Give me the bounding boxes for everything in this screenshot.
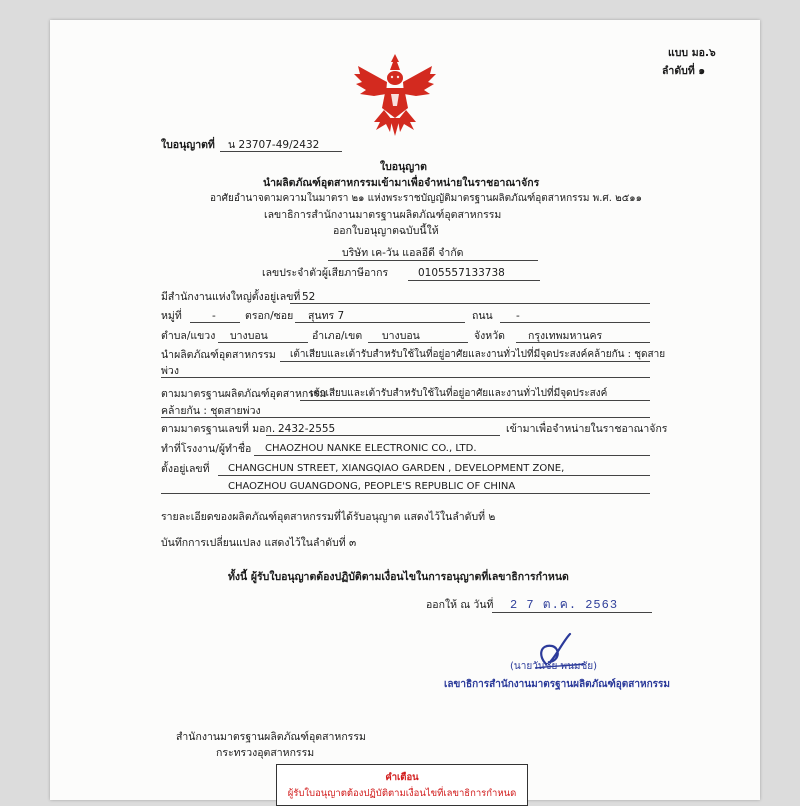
moo-label: หมู่ที่ xyxy=(161,310,182,322)
subdistrict-value: บางบอน xyxy=(230,330,268,342)
moo-underline xyxy=(190,322,240,323)
std-no-underline xyxy=(266,435,500,436)
tax-id-underline xyxy=(408,280,540,281)
district-underline xyxy=(368,342,468,343)
product-value-line1: เต้าเสียบและเต้ารับสำหรับใช้ในที่อยู่อาศัยและงานทั่วไปที่มีจุดประสงค์คล้ายกัน : ชุดสาย xyxy=(290,349,666,360)
issue-line: ออกใบอนุญาตฉบับนี้ให้ xyxy=(333,225,439,237)
product-underline-1 xyxy=(280,361,650,362)
province-label: จังหวัด xyxy=(474,330,505,342)
issued-date-underline xyxy=(492,612,652,613)
document-title: ใบอนุญาต xyxy=(380,161,427,173)
product-label: นำผลิตภัณฑ์อุตสาหกรรม xyxy=(161,349,276,361)
maker-underline xyxy=(254,455,650,456)
subdistrict-underline xyxy=(218,342,308,343)
soi-value: สุนทร 7 xyxy=(308,310,345,322)
location-line2: CHAOZHOU GUANGDONG, PEOPLE'S REPUBLIC OF CHINA xyxy=(228,481,516,492)
sequence-number: ลำดับที่ ๑ xyxy=(662,65,706,77)
standard-label: ตามมาตรฐานผลิตภัณฑ์อุตสาหกรรม xyxy=(161,388,327,400)
import-suffix: เข้ามาเพื่อจำหน่ายในราชอาณาจักร xyxy=(506,423,668,435)
license-document xyxy=(50,20,760,800)
signer-name: (นายวันชัย พนมชัย) xyxy=(510,661,598,672)
office-underline xyxy=(290,303,650,304)
license-no-value: น 23707-49/2432 xyxy=(228,139,320,151)
changes-line: บันทึกการเปลี่ยนแปลง แสดงไว้ในลำดับที่ ๓ xyxy=(161,537,357,549)
road-value: - xyxy=(516,310,520,322)
product-underline-2 xyxy=(161,377,650,378)
location-line1: CHANGCHUN STREET, XIANGQIAO GARDEN , DEVELOPMENT ZONE, xyxy=(228,463,565,474)
location-label: ตั้งอยู่เลขที่ xyxy=(161,463,210,475)
ministry-name: กระทรวงอุตสาหกรรม xyxy=(216,747,315,759)
garuda-emblem-icon xyxy=(350,48,440,140)
standard-underline-1 xyxy=(300,400,650,401)
province-underline xyxy=(516,342,650,343)
issued-label: ออกให้ ณ วันที่ xyxy=(426,599,494,611)
subdistrict-label: ตำบล/แขวง xyxy=(161,330,216,342)
standard-value-line1: เต้าเสียบและเต้ารับสำหรับใช้ในที่อยู่อาศัยและงานทั่วไปที่มีจุดประสงค์ xyxy=(310,388,608,399)
details-line: รายละเอียดของผลิตภัณฑ์อุตสาหกรรมที่ได้รับอนุญาต แสดงไว้ในลำดับที่ ๒ xyxy=(161,511,496,523)
std-no-value: 2432-2555 xyxy=(278,423,336,435)
document-subtitle: นำผลิตภัณฑ์อุตสาหกรรมเข้ามาเพื่อจำหน่ายในราชอาณาจักร xyxy=(263,177,540,189)
road-underline xyxy=(500,322,650,323)
form-code: แบบ มอ.๖ xyxy=(668,47,716,59)
moo-value: - xyxy=(212,310,216,322)
warning-text: ผู้รับใบอนุญาตต้องปฏิบัติตามเงื่อนไขที่เลขาธิการกำหนด xyxy=(287,788,517,799)
location-underline-2 xyxy=(161,493,650,494)
maker-label: ทำที่โรงงาน/ผู้ทำชื่อ xyxy=(161,443,252,455)
license-no-label: ใบอนุญาตที่ xyxy=(161,139,215,151)
signer-position: เลขาธิการสำนักงานมาตรฐานผลิตภัณฑ์อุตสาหกรรม xyxy=(444,679,670,690)
tax-id-value: 0105557133738 xyxy=(418,267,505,279)
maker-value: CHAOZHOU NANKE ELECTRONIC CO., LTD. xyxy=(265,443,477,454)
tax-id-label: เลขประจำตัวผู้เสียภาษีอากร xyxy=(262,267,389,279)
company-name: บริษัท เค-วัน แอลอีดี จำกัด xyxy=(342,247,464,259)
standard-value-line2: คล้ายกัน : ชุดสายพ่วง xyxy=(161,405,261,417)
issued-date: 2 7 ต.ค. 2563 xyxy=(510,598,619,612)
warning-title: คำเตือน xyxy=(385,772,419,783)
district-value: บางบอน xyxy=(382,330,420,342)
office-value: 52 xyxy=(302,291,316,303)
condition-line: ทั้งนี้ ผู้รับใบอนุญาตต้องปฏิบัติตามเงื่อนไขในการอนุญาตที่เลขาธิการกำหนด xyxy=(228,571,569,583)
issuer-line: เลขาธิการสำนักงานมาตรฐานผลิตภัณฑ์อุตสาหกรรม xyxy=(264,209,502,221)
agency-name: สำนักงานมาตรฐานผลิตภัณฑ์อุตสาหกรรม xyxy=(176,731,366,743)
road-label: ถนน xyxy=(472,310,493,322)
office-label: มีสำนักงานแห่งใหญ่ตั้งอยู่เลขที่ xyxy=(161,291,301,303)
standard-underline-2 xyxy=(161,417,650,418)
province-value: กรุงเทพมหานคร xyxy=(528,330,603,342)
soi-label: ตรอก/ซอย xyxy=(245,310,294,322)
product-value-line2: พ่วง xyxy=(161,365,179,377)
license-no-underline xyxy=(220,151,342,152)
authority-line: อาศัยอำนาจตามความในมาตรา ๒๑ แห่งพระราชบัญญัติมาตรฐานผลิตภัณฑ์อุตสาหกรรม พ.ศ. ๒๕๑๑ xyxy=(210,193,642,204)
district-label: อำเภอ/เขต xyxy=(312,330,363,342)
location-underline-1 xyxy=(218,475,650,476)
company-underline xyxy=(328,260,538,261)
std-no-label: ตามมาตรฐานเลขที่ มอก. xyxy=(161,423,276,435)
soi-underline xyxy=(295,322,465,323)
